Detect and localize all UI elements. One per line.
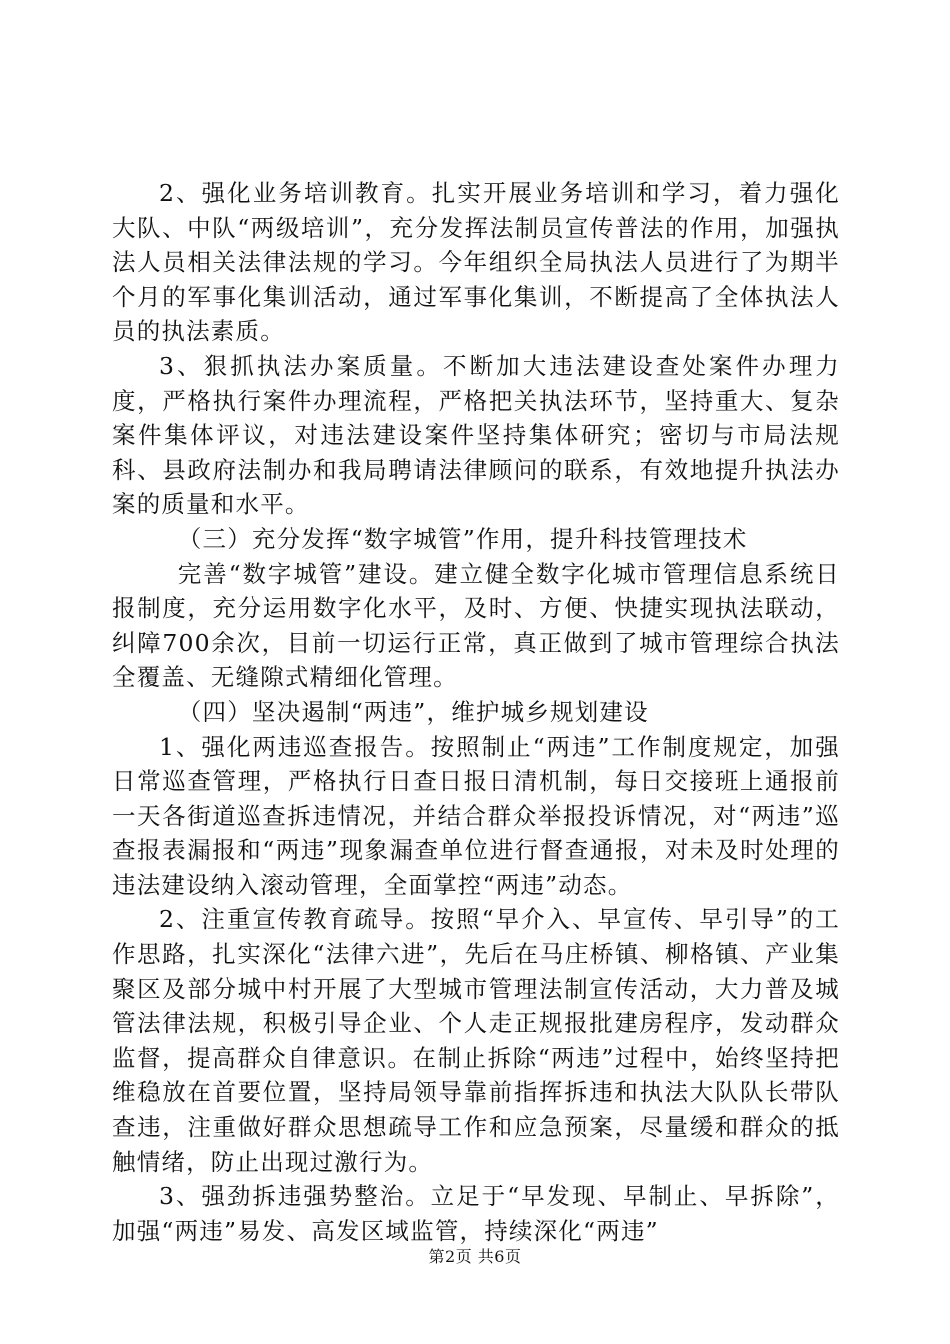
- paragraph-digital-city: 完善“数字城管”建设。建立健全数字化城市管理信息系统日报制度，充分运用数字化水平，及时、方便、快捷实现执法联动，纠障700余次，目前一切运行正常，真正做到了城市管理综合执法全覆盖、无缝隙式精细化管理。: [112, 559, 840, 692]
- page-number-footer: 第2页 共6页: [428, 1247, 522, 1266]
- paragraph-patrol-report: 1、强化两违巡查报告。按照制止“两违”工作制度规定，加强日常巡查管理，严格执行日查日报日清机制，每日交接班上通报前一天各街道巡查拆违情况，并结合群众举报投诉情况，对“两违”巡查报表漏报和“两违”现象漏查单位进行督查通报，对未及时处理的违法建设纳入滚动管理，全面掌控“两违”动态。: [112, 732, 840, 899]
- paragraph-case-quality: 3、狠抓执法办案质量。不断加大违法建设查处案件办理力度，严格执行案件办理流程，严格把关执法环节，坚持重大、复杂案件集体评议，对违法建设案件坚持集体研究；密切与市局法规科、县政府法制办和我局聘请法律顾问的联系，有效地提升执法办案的质量和水平。: [112, 351, 840, 519]
- paragraph-training: 2、强化业务培训教育。扎实开展业务培训和学习，着力强化大队、中队“两级培训”，充分发挥法制员宣传普法的作用，加强执法人员相关法律法规的学习。今年组织全局执法人员进行了为期半个月的军事化集训活动，通过军事化集训，不断提高了全体执法人员的执法素质。: [112, 179, 840, 346]
- body-text: [112, 176, 840, 1248]
- paragraph-publicity: 2、注重宣传教育疏导。按照“早介入、早宣传、早引导”的工作思路，扎实深化“法律六进”，先后在马庄桥镇、柳格镇、产业集聚区及部分城中村开展了大型城市管理法制宣传活动，大力普及城管法律法规，积极引导企业、个人走正规报批建房程序，发动群众监督，提高群众自律意识。在制止拆除“两违”过程中，始终坚持把维稳放在首要位置，坚持局领导靠前指挥拆违和执法大队队长带队查违，注重做好群众思想疏导工作和应急预案，尽量缓和群众的抵触情绪，防止出现过激行为。: [112, 905, 840, 1176]
- section-heading-two-violations: （四）坚决遏制“两违”，维护城乡规划建设: [177, 697, 649, 726]
- paragraph-demolition: 3、强劲拆违强势整治。立足于“早发现、早制止、早拆除”，加强“两违”易发、高发区域监管，持续深化“两违”: [112, 1182, 840, 1245]
- section-heading-digital-city: （三）充分发挥“数字城管”作用，提升科技管理技术: [177, 524, 748, 553]
